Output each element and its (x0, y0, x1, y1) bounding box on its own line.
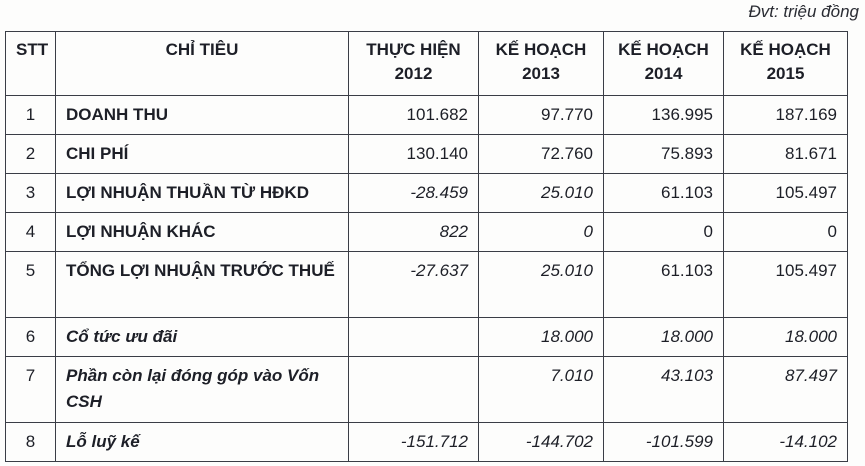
header-row (6, 32, 848, 96)
value-2013: 25.010 (479, 252, 604, 318)
value-2015: 105.497 (724, 174, 848, 213)
value-2012: 130.140 (349, 135, 479, 174)
value-2015: 105.497 (724, 252, 848, 318)
unit-label: Đvt: triệu đồng (748, 2, 859, 21)
table-row (6, 135, 848, 174)
value-2015: 87.497 (724, 357, 848, 423)
row-label: LỢI NHUẬN THUẦN TỪ HĐKD (56, 174, 349, 213)
value-2014: 75.893 (604, 135, 724, 174)
row-stt: 6 (6, 318, 56, 357)
header-2012 (349, 32, 479, 96)
header-2014-line2: 2014 (644, 64, 683, 83)
value-2014: 61.103 (604, 252, 724, 318)
header-stt: STT (6, 32, 56, 96)
value-2014: 61.103 (604, 174, 724, 213)
value-2013: 72.760 (479, 135, 604, 174)
value-2015: 18.000 (724, 318, 848, 357)
header-2014 (604, 32, 724, 96)
table-row (6, 357, 848, 423)
row-label: LỢI NHUẬN KHÁC (56, 213, 349, 252)
table-row (6, 423, 848, 462)
header-2013-line1: KẾ HOẠCH (495, 40, 587, 59)
value-2013: -144.702 (479, 423, 604, 462)
value-2015: 187.169 (724, 96, 848, 135)
value-2015: -14.102 (724, 423, 848, 462)
value-2014: 18.000 (604, 318, 724, 357)
value-2012: -28.459 (349, 174, 479, 213)
header-2015-line1: KẾ HOẠCH (740, 40, 831, 59)
row-label: Phần còn lại đóng góp vào Vốn CSH (56, 357, 349, 423)
header-2012-line2: 2012 (394, 64, 433, 83)
value-2012: -27.637 (349, 252, 479, 318)
value-2012: 822 (349, 213, 479, 252)
value-2015: 0 (724, 213, 848, 252)
row-stt: 8 (6, 423, 56, 462)
table-row (6, 174, 848, 213)
row-label: Lỗ luỹ kế (56, 423, 349, 462)
header-2015 (724, 32, 848, 96)
value-2013: 7.010 (479, 357, 604, 423)
value-2015: 81.671 (724, 135, 848, 174)
value-2012: 101.682 (349, 96, 479, 135)
header-2014-line1: KẾ HOẠCH (618, 40, 709, 59)
header-2012-line1: THỰC HIỆN (366, 40, 461, 59)
table-row (6, 213, 848, 252)
row-stt: 2 (6, 135, 56, 174)
value-2013: 25.010 (479, 174, 604, 213)
row-label: CHI PHÍ (56, 135, 349, 174)
row-stt: 3 (6, 174, 56, 213)
header-2015-line2: 2015 (766, 64, 805, 83)
value-2013: 97.770 (479, 96, 604, 135)
row-stt: 4 (6, 213, 56, 252)
row-stt: 7 (6, 357, 56, 423)
table-row (6, 252, 848, 318)
row-label: TỔNG LỢI NHUẬN TRƯỚC THUẾ (56, 252, 349, 318)
table-row (6, 96, 848, 135)
value-2014: 43.103 (604, 357, 724, 423)
financial-plan-table (5, 31, 848, 462)
header-2013 (479, 32, 604, 96)
row-stt: 5 (6, 252, 56, 318)
value-2012: -151.712 (349, 423, 479, 462)
value-2014: -101.599 (604, 423, 724, 462)
value-2012 (349, 318, 479, 357)
row-stt: 1 (6, 96, 56, 135)
header-indicator: CHỈ TIÊU (56, 32, 349, 96)
value-2014: 136.995 (604, 96, 724, 135)
value-2013: 18.000 (479, 318, 604, 357)
row-label: Cổ tức ưu đãi (56, 318, 349, 357)
value-2014: 0 (604, 213, 724, 252)
row-label: DOANH THU (56, 96, 349, 135)
value-2013: 0 (479, 213, 604, 252)
header-2013-line2: 2013 (522, 64, 560, 83)
table-row (6, 318, 848, 357)
value-2012 (349, 357, 479, 423)
